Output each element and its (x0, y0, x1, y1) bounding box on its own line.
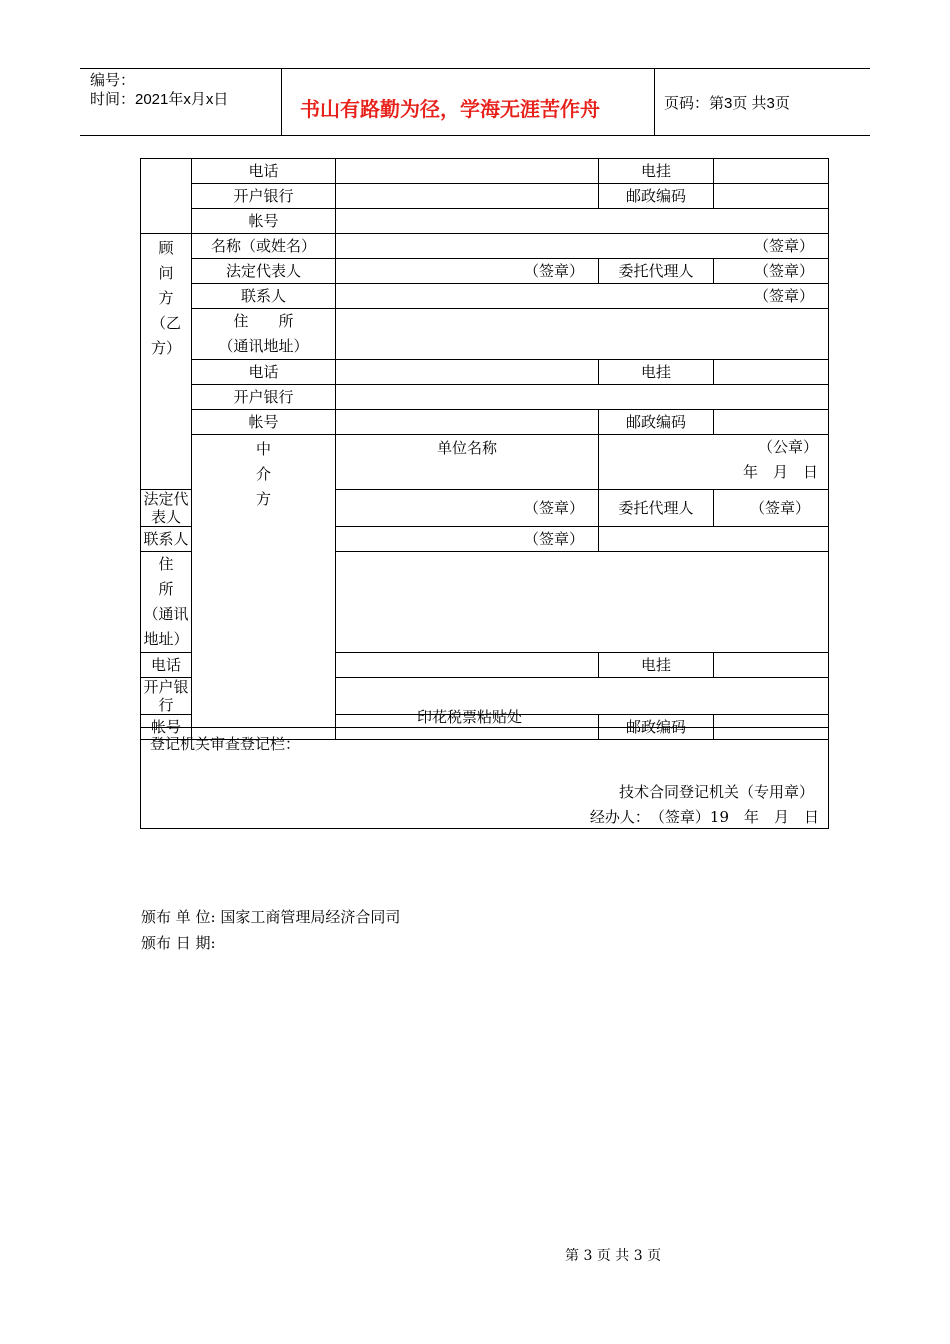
consultant-char: 顾 (158, 239, 174, 257)
label-telex: 电挂 (599, 159, 714, 184)
header-number: 编号： (90, 72, 136, 89)
field-telex[interactable] (714, 159, 829, 184)
table-row (141, 385, 829, 410)
label-address: 住 所 （通讯地址） (192, 309, 336, 360)
consultant-char: 问 (158, 264, 174, 282)
intermediary-char: 中 (255, 440, 271, 458)
field-phone[interactable] (336, 653, 599, 678)
header-top-rule (80, 68, 870, 69)
date-mark: 年 月 日 (742, 463, 818, 481)
label-name: 名称（或姓名） (192, 234, 336, 259)
page-footer: 第 3 页 共 3 页 (565, 1248, 662, 1264)
label-phone: 电话 (192, 360, 336, 385)
label-postcode: 邮政编码 (599, 410, 714, 435)
label-account: 帐号 (141, 715, 192, 740)
field-phone[interactable] (336, 159, 599, 184)
label-unit-name: 单位名称 (336, 435, 599, 490)
label-contact: 联系人 (192, 284, 336, 309)
header-divider-right (654, 68, 655, 135)
field-account[interactable] (336, 410, 599, 435)
field-telex[interactable] (714, 360, 829, 385)
field-unit-name[interactable] (599, 435, 829, 490)
table-row (141, 435, 829, 490)
label-legal-rep: 法定代表人 (141, 490, 192, 527)
field-bank[interactable] (336, 385, 829, 410)
label-postcode: 邮政编码 (599, 184, 714, 209)
registration-handler: 经办人： （签章）19 年 月 日 (589, 808, 819, 826)
registration-box (140, 727, 829, 829)
header-motto: 书山有路勤为径，学海无涯苦作舟 (300, 97, 600, 121)
sign-mark: （签章） (753, 262, 814, 280)
label-legal-rep: 法定代表人 (192, 259, 336, 284)
consultant-char: （乙 (150, 314, 181, 332)
field-contact-extra[interactable] (599, 527, 829, 552)
consultant-char: 方 (158, 289, 174, 307)
label-telex: 电挂 (599, 360, 714, 385)
stamp-area-caption: 印花税票粘贴处 (417, 708, 523, 726)
intermediary-char: 方 (255, 490, 271, 508)
sign-mark: （签章） (753, 287, 814, 305)
sign-mark: （签章） (753, 237, 814, 255)
party-info-table (140, 158, 829, 740)
sign-mark: （签章） (523, 262, 584, 280)
header-time: 时间：2021年x月x日 (90, 91, 229, 108)
field-legal-rep[interactable] (336, 259, 599, 284)
registration-title: 登记机关审查登记栏： (150, 735, 301, 753)
field-agent[interactable] (714, 490, 829, 527)
field-account[interactable] (336, 209, 829, 234)
table-row (141, 284, 829, 309)
table-row (141, 360, 829, 385)
header-page-number: 页码：第3页 共3页 (664, 95, 790, 112)
label-account: 帐号 (192, 209, 336, 234)
table-row (141, 309, 829, 360)
table-row (141, 159, 829, 184)
seal-mark: （公章） (757, 438, 818, 456)
header-bottom-rule (80, 135, 870, 136)
field-bank[interactable] (336, 678, 829, 715)
issuer-line: 颁布 单 位: 国家工商管理局经济合同司 (141, 908, 401, 926)
field-address[interactable] (336, 309, 829, 360)
field-address[interactable] (336, 552, 829, 653)
field-postcode[interactable] (714, 410, 829, 435)
party-a-cell (141, 159, 192, 234)
label-contact: 联系人 (141, 527, 192, 552)
table-row (141, 184, 829, 209)
label-phone: 电话 (141, 653, 192, 678)
label-account: 帐号 (192, 410, 336, 435)
registration-authority: 技术合同登记机关（专用章） (618, 783, 814, 801)
issue-date-line: 颁布 日 期: (141, 934, 216, 952)
label-bank: 开户银行 (192, 385, 336, 410)
field-postcode[interactable] (714, 184, 829, 209)
sign-mark: （签章） (523, 530, 584, 548)
intermediary-char: 介 (255, 465, 271, 483)
table-row (141, 209, 829, 234)
field-telex[interactable] (714, 653, 829, 678)
label-postcode: 邮政编码 (599, 715, 714, 740)
field-contact[interactable] (336, 284, 829, 309)
label-address: 住 所 （通讯地址） (141, 552, 192, 653)
label-telex: 电挂 (599, 653, 714, 678)
field-bank[interactable] (336, 184, 599, 209)
label-agent: 委托代理人 (599, 490, 714, 527)
label-agent: 委托代理人 (599, 259, 714, 284)
field-name[interactable] (336, 234, 829, 259)
field-phone[interactable] (336, 360, 599, 385)
field-contact[interactable] (336, 527, 599, 552)
label-bank: 开户银行 (192, 184, 336, 209)
header-divider-left (281, 68, 282, 135)
table-row (141, 410, 829, 435)
table-row (141, 259, 829, 284)
label-bank: 开户银行 (141, 678, 192, 715)
intermediary-party-cell (192, 435, 336, 740)
table-row (141, 234, 829, 259)
label-phone: 电话 (192, 159, 336, 184)
consultant-party-cell (141, 234, 192, 490)
consultant-char: 方） (150, 339, 181, 357)
field-agent[interactable] (714, 259, 829, 284)
sign-mark: （签章） (523, 499, 584, 517)
field-legal-rep[interactable] (336, 490, 599, 527)
sign-mark: （签章） (749, 499, 810, 517)
